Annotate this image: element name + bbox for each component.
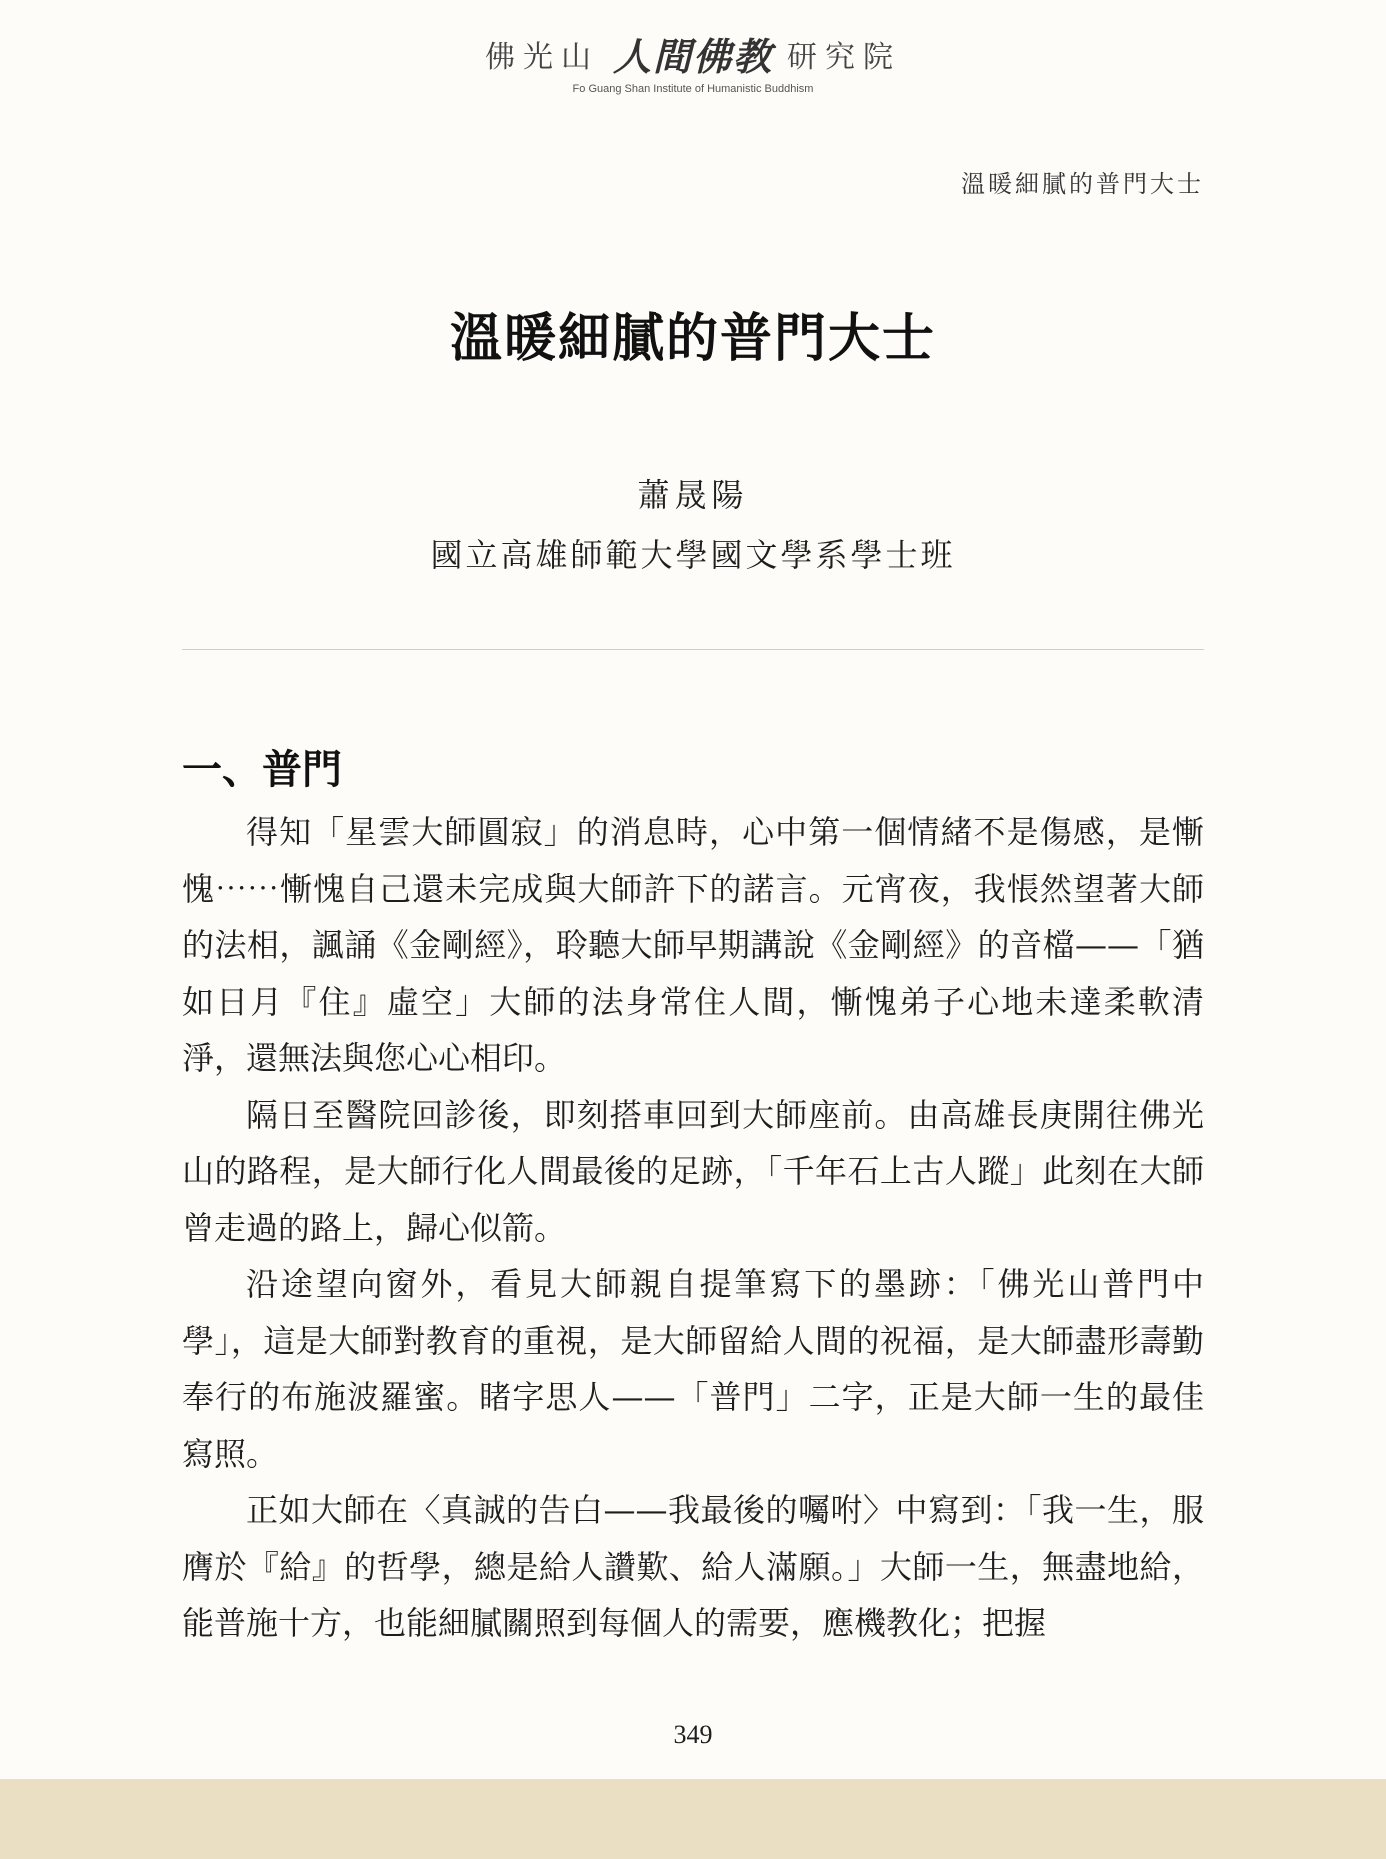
masthead-right-text: 研究院 — [787, 39, 901, 75]
masthead-brand: 人間佛教 — [612, 34, 773, 79]
paragraph-2: 隔日至醫院回診後，即刻搭車回到大師座前。由高雄長庚開往佛光山的路程，是大師行化人間最後的足跡，「千年石上古人蹤」此刻在大師曾走過的路上，歸心似箭。 — [182, 1095, 1204, 1247]
paragraph-1: 得知「星雲大師圓寂」的消息時，心中第一個情緒不是傷感，是慚愧⋯⋯慚愧自己還未完成與大師許下的諾言。元宵夜，我悵然望著大師的法相，諷誦《金剛經》，聆聽大師早期講說《金剛經》的音檔——「猶如日月『住』虛空」大師的法身常住人間，慚愧弟子心地未達柔軟清淨，還無法與您心心相印。 — [182, 813, 1204, 1077]
paragraph-3: 沿途望向窗外，看見大師親自提筆寫下的墨跡：「佛光山普門中學」，這是大師對教育的重視，是大師留給人間的祝福，是大師盡形壽勤奉行的布施波羅蜜。睹字思人——「普門」二字，正是大師一生的最佳寫照。 — [182, 1265, 1204, 1473]
divider-rule — [182, 649, 1204, 650]
masthead — [0, 26, 1386, 95]
author-affiliation: 國立高雄師範大學國文學系學士班 — [430, 536, 956, 574]
running-head: 溫暖細膩的普門大士 — [961, 170, 1204, 198]
footer-band — [0, 1779, 1386, 1859]
article-title: 溫暖細膩的普門大士 — [449, 308, 936, 369]
section-heading: 一、普門 — [182, 746, 342, 793]
page-number: 349 — [673, 1720, 713, 1749]
masthead-english: Fo Guang Shan Institute of Humanistic Buddhism — [572, 83, 814, 95]
masthead-logo — [485, 26, 901, 81]
paragraph-4: 正如大師在〈真誠的告白——我最後的囑咐〉中寫到：「我一生，服膺於『給』的哲學，總是給人讚歎、給人滿願。」大師一生，無盡地給，能普施十方，也能細膩關照到每個人的需要，應機教化；把握 — [182, 1491, 1204, 1642]
author-name: 蕭晟陽 — [637, 476, 749, 514]
body-text — [182, 804, 1204, 1652]
masthead-left-text: 佛光山 — [484, 39, 599, 75]
